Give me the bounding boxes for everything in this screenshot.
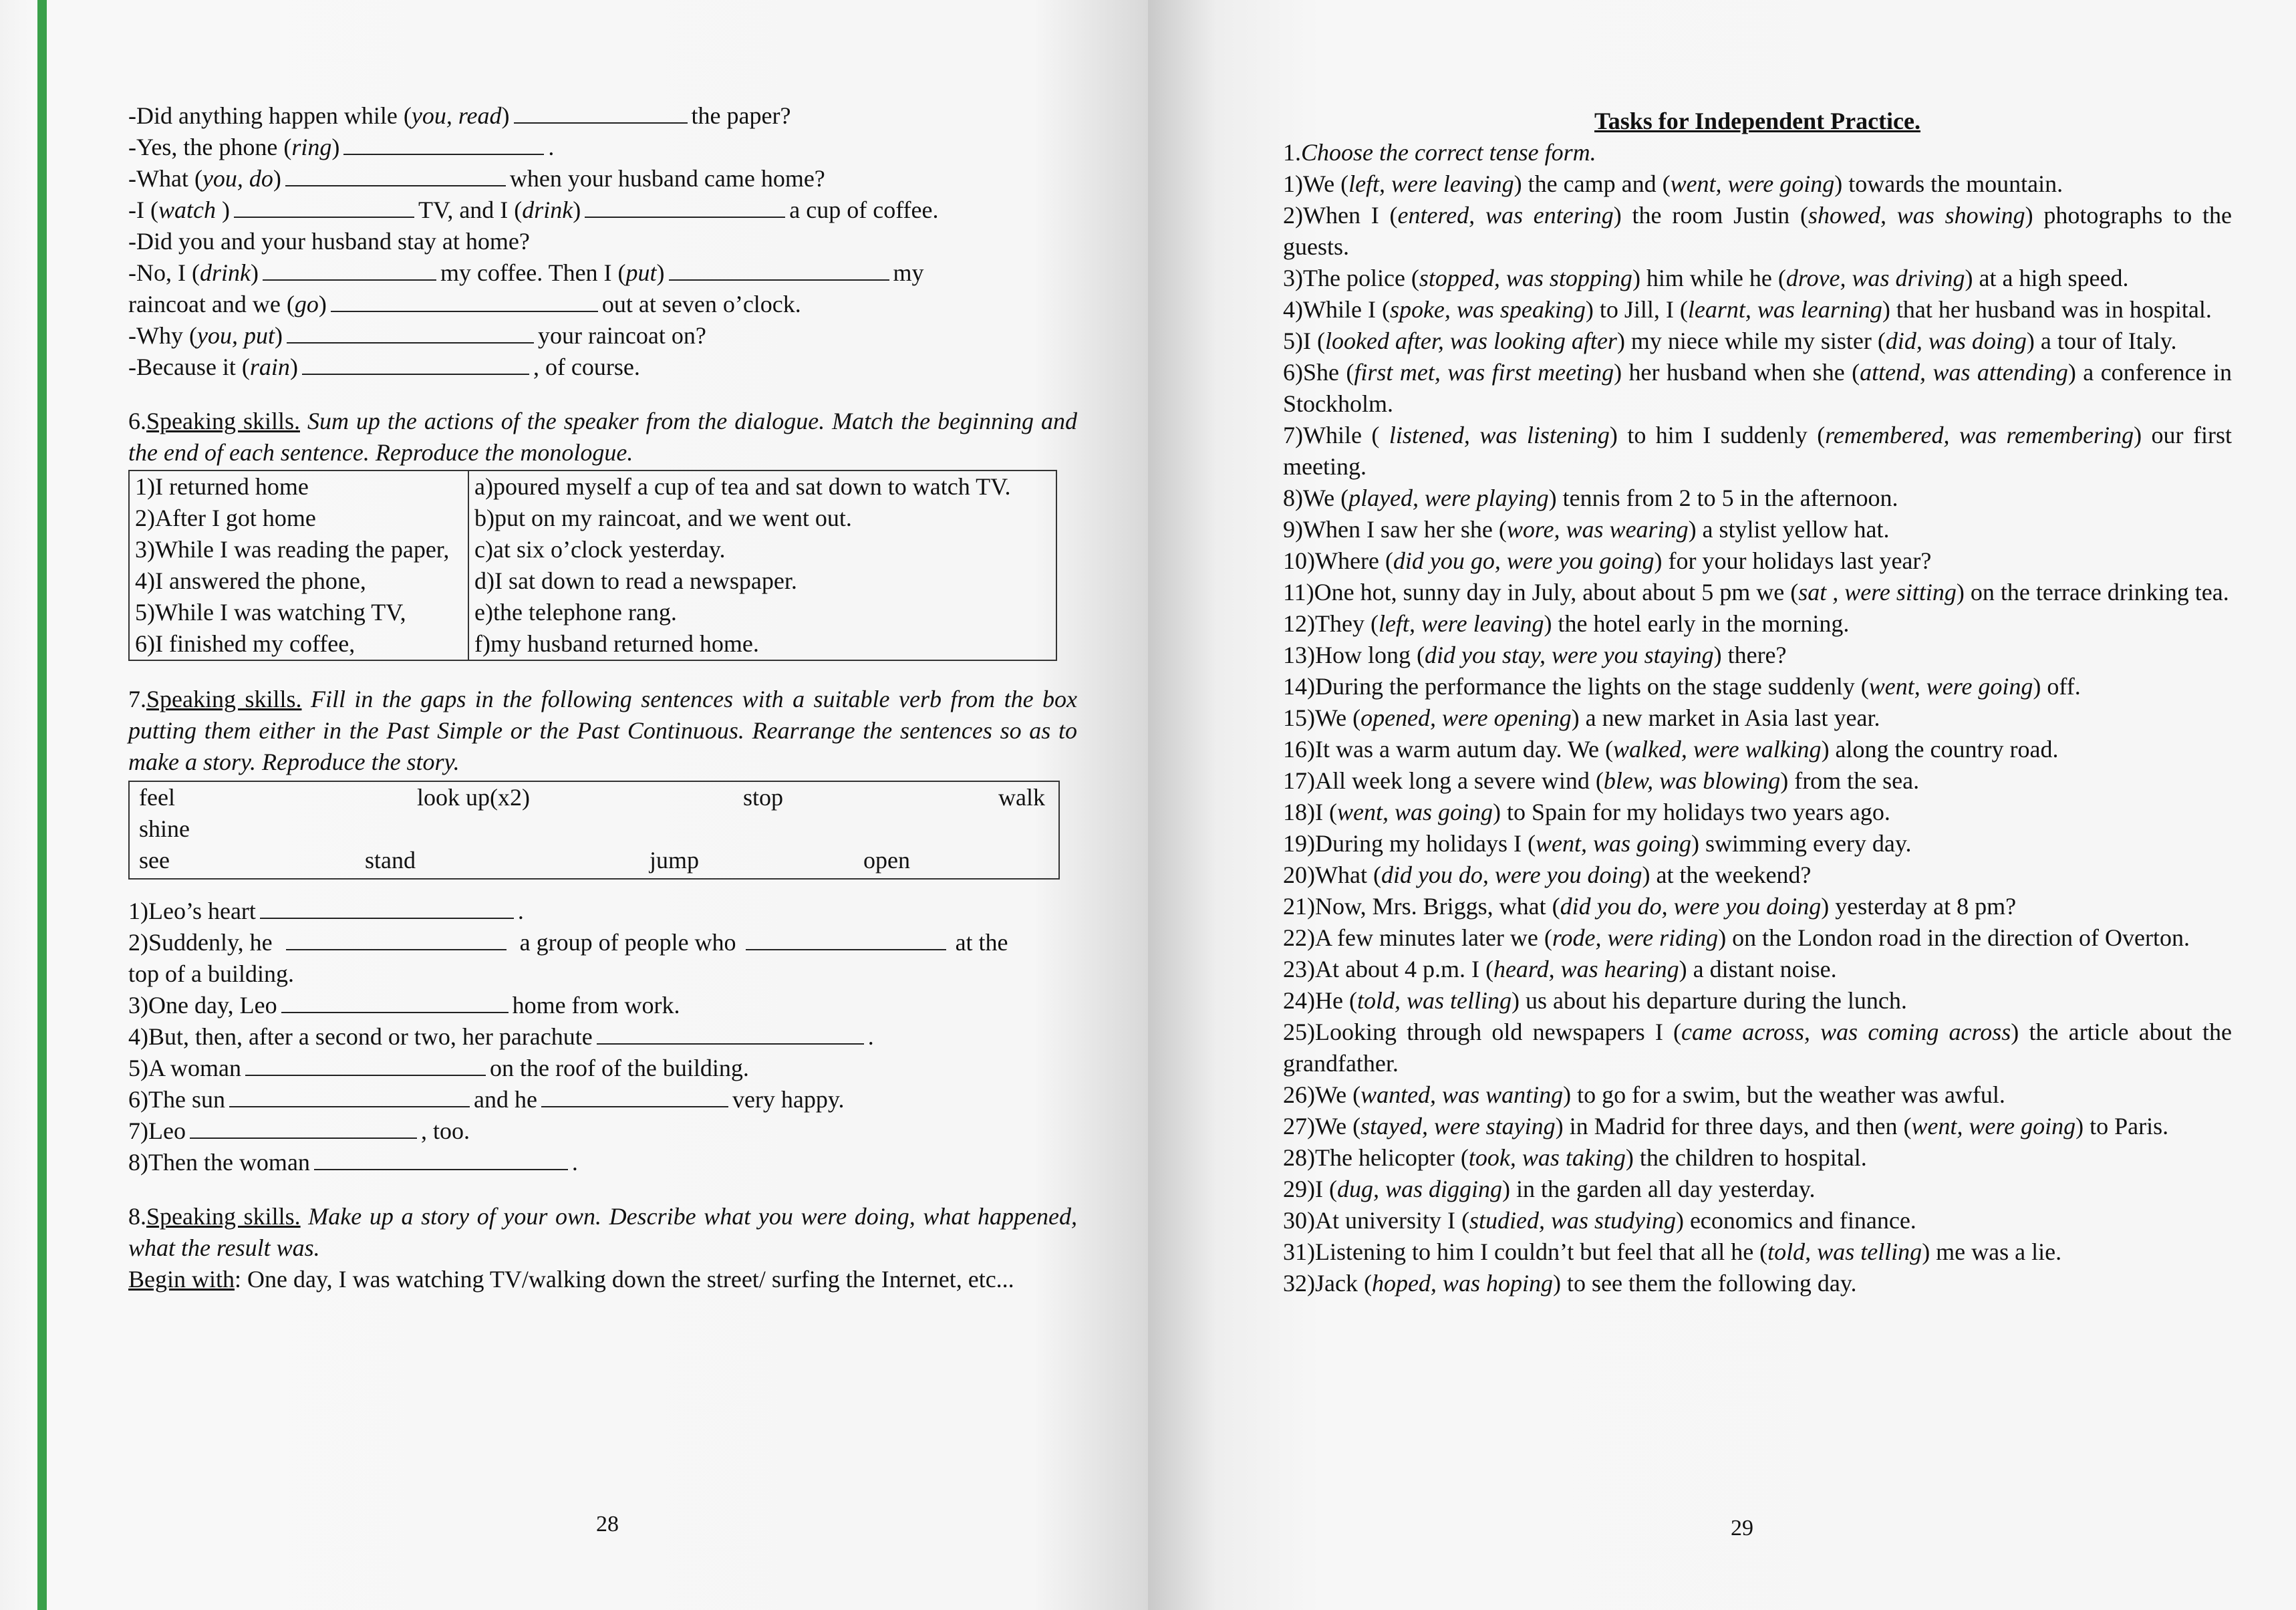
gap-sentence: 1)Leo’s heart . [128, 898, 524, 924]
ending-item: e)the telephone rang. [474, 599, 677, 626]
exercise-item: 10)Where (did you go, were you going) for your holidays last year? [1283, 547, 1932, 574]
gap-sentence: top of a building. [128, 960, 294, 987]
exercise-item: 4)While I (spoke, was speaking) to Jill, I (learnt, was learning) that her husband was in hospital. [1283, 296, 2212, 323]
word-option: open [863, 847, 910, 874]
dialogue-line: -Did you and your husband stay at home? [128, 228, 530, 255]
task-6 [128, 406, 1077, 661]
ending-item: f)my husband returned home. [474, 630, 759, 657]
gap-sentence: 5)A woman on the roof of the building. [128, 1055, 749, 1081]
exercise-item: 32)Jack (hoped, was hoping) to see them the following day. [1283, 1270, 1857, 1297]
gap-sentence: 6)The sun and he very happy. [128, 1086, 845, 1113]
exercise-item: 16)It was a warm autum day. We (walked, were walking) along the country road. [1283, 736, 2059, 763]
exercise-item: 20)What (did you do, were you doing) at the weekend? [1283, 861, 1812, 888]
exercise-item: 5)I (looked after, was looking after) my niece while my sister (did, was doing) a tour of Italy. [1283, 327, 2177, 354]
sentence-endings [468, 471, 1056, 660]
exercise-item: 14)During the performance the lights on the stage suddenly (went, were going) off. [1283, 673, 2081, 700]
dialogue-line: -I (watch ) TV, and I (drink) a cup of coffee. [128, 196, 939, 223]
exercise-item: 29)I (dug, was digging) in the garden all day yesterday. [1283, 1176, 1816, 1202]
task-7-heading: 7.Speaking skills. Fill in the gaps in the following sentences with a suitable verb from the box putting them either in the Past Simple or the Past Continuous. Rearrange the sentences so as to make a story. Reproduce the story. [128, 686, 1077, 775]
dialogue-line: -No, I (drink) my coffee. Then I (put) my [128, 259, 924, 286]
task-8-heading: 8.Speaking skills. Make up a story of your own. Describe what you were doing, what happened, what the result was. [128, 1203, 1077, 1261]
exercise-list [1283, 168, 2232, 1299]
exercise-item: 24)He (told, was telling) us about his departure during the lunch. [1283, 987, 1907, 1014]
dialogue-line: -Yes, the phone (ring) . [128, 134, 555, 160]
dialogue-line: -Because it (rain) , of course. [128, 354, 640, 380]
exercise-item: 21)Now, Mrs. Briggs, what (did you do, were you doing) yesterday at 8 pm? [1283, 893, 2017, 920]
beginning-item: 2)After I got home [135, 505, 316, 531]
exercise-item: 18)I (went, was going) to Spain for my holidays two years ago. [1283, 799, 1890, 825]
dialogue-line: raincoat and we (go) out at seven o’clock. [128, 291, 801, 317]
exercise-item: 3)The police (stopped, was stopping) him while he (drove, was driving) at a high speed. [1283, 265, 2129, 291]
word-option: feel [139, 784, 175, 811]
exercise-item: 15)We (opened, were opening) a new market in Asia last year. [1283, 704, 1880, 731]
exercise-item: 9)When I saw her she (wore, was wearing) a stylist yellow hat. [1283, 516, 1890, 543]
ending-item: b)put on my raincoat, and we went out. [474, 505, 852, 531]
exercise-item: 12)They (left, were leaving) the hotel early in the morning. [1283, 610, 1850, 637]
right-page-content [1283, 106, 2232, 1299]
exercise-item: 27)We (stayed, were staying) in Madrid for three days, and then (went, were going) to Paris. [1283, 1113, 2169, 1139]
task-7 [128, 684, 1077, 1178]
page-number: 28 [596, 1512, 619, 1536]
gap-sentence: 8)Then the woman . [128, 1149, 578, 1176]
exercise-item: 30)At university I (studied, was studying) economics and finance. [1283, 1207, 1916, 1234]
exercise-item: 2)When I (entered, was entering) the room Justin (showed, was showing) photographs to the guests. [1283, 202, 2233, 260]
gap-sentence: 4)But, then, after a second or two, her parachute . [128, 1023, 874, 1050]
exercise-item: 6)She (first met, was first meeting) her husband when she (attend, was attending) a conference in Stockholm. [1283, 359, 2232, 417]
ending-item: a)poured myself a cup of tea and sat down to watch TV. [474, 473, 1011, 500]
page-title: Tasks for Independent Practice. [1594, 108, 1921, 134]
page-number: 29 [1731, 1516, 1753, 1540]
exercise-item: 19)During my holidays I (went, was going) swimming every day. [1283, 830, 1912, 857]
task-8-begin: Begin with: One day, I was watching TV/walking down the street/ surfing the Internet, etc... [128, 1266, 1014, 1293]
gap-sentences [128, 896, 1077, 1178]
task-6-heading: 6.Speaking skills. Sum up the actions of the speaker from the dialogue. Match the beginning and the end of each sentence. Reproduce the monologue. [128, 408, 1077, 466]
exercise-item: 25)Looking through old newspapers I (came across, was coming across) the article about the grandfather. [1283, 1019, 2232, 1077]
exercise-item: 11)One hot, sunny day in July, about about 5 pm we (sat , were sitting) on the terrace drinking tea. [1283, 579, 2229, 606]
sentence-beginnings [129, 471, 468, 660]
exercise-item: 26)We (wanted, was wanting) to go for a swim, but the weather was awful. [1283, 1081, 2005, 1108]
beginning-item: 3)While I was reading the paper, [135, 536, 450, 563]
beginning-item: 5)While I was watching TV, [135, 599, 406, 626]
exercise-item: 22)A few minutes later we (rode, were riding) on the London road in the direction of Overton. [1283, 924, 2190, 951]
exercise-item: 17)All week long a severe wind (blew, was blowing) from the sea. [1283, 767, 1920, 794]
green-page-edge [37, 0, 47, 1610]
exercise-item: 7)While ( listened, was listening) to him I suddenly (remembered, was remembering) our first meeting. [1283, 422, 2233, 480]
word-option: stop [743, 784, 784, 811]
dialogue [128, 100, 1077, 383]
exercise-item: 1)We (left, were leaving) the camp and (went, were going) towards the mountain. [1283, 170, 2063, 197]
ending-item: c)at six o’clock yesterday. [474, 536, 726, 563]
word-option: see [139, 847, 170, 874]
word-option: jump [650, 847, 700, 874]
task-1-heading: 1.Choose the correct tense form. [1283, 139, 1596, 166]
exercise-item: 8)We (played, were playing) tennis from 2 to 5 in the afternoon. [1283, 485, 1898, 511]
matching-table [128, 470, 1057, 661]
exercise-item: 23)At about 4 p.m. I (heard, was hearing) a distant noise. [1283, 956, 1837, 982]
beginning-item: 6)I finished my coffee, [135, 630, 355, 657]
ending-item: d)I sat down to read a newspaper. [474, 567, 797, 594]
left-page-content [128, 100, 1077, 1295]
beginning-item: 4)I answered the phone, [135, 567, 366, 594]
dialogue-line: -Why (you, put) your raincoat on? [128, 322, 706, 349]
word-option: shine [139, 815, 190, 842]
word-option: stand [365, 847, 416, 874]
beginning-item: 1)I returned home [135, 473, 309, 500]
exercise-item: 31)Listening to him I couldn’t but feel that all he (told, was telling) me was a lie. [1283, 1238, 2062, 1265]
gap-sentence: 2)Suddenly, he a group of people who at the [128, 929, 1008, 956]
dialogue-line: -What (you, do) when your husband came home? [128, 165, 825, 192]
task-8 [128, 1201, 1077, 1295]
gap-sentence: 3)One day, Leo home from work. [128, 992, 680, 1019]
gap-sentence: 7)Leo , too. [128, 1117, 470, 1144]
exercise-item: 28)The helicopter (took, was taking) the children to hospital. [1283, 1144, 1867, 1171]
exercise-item: 13)How long (did you stay, were you staying) there? [1283, 642, 1787, 668]
dialogue-line: -Did anything happen while (you, read) the paper? [128, 102, 791, 129]
word-option: walk [998, 784, 1045, 811]
word-option: look up(x2) [417, 784, 530, 811]
word-box [128, 781, 1060, 880]
